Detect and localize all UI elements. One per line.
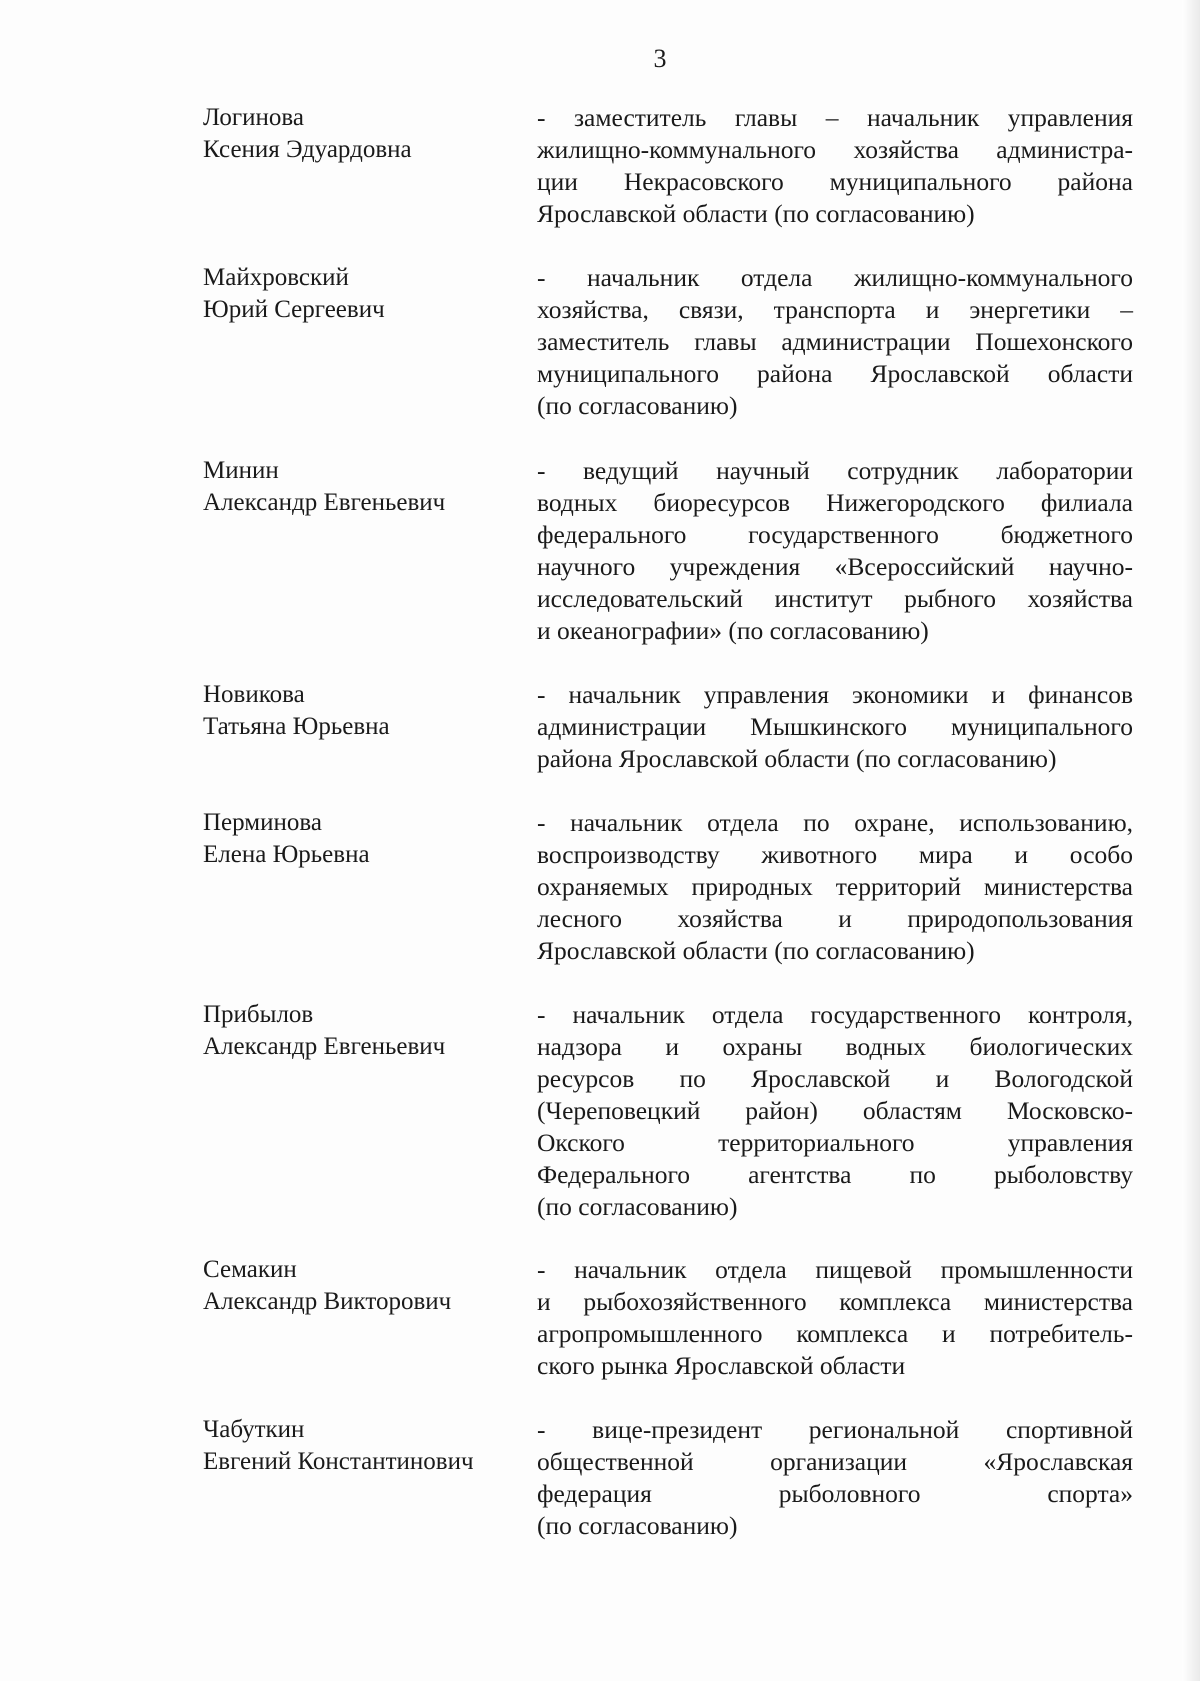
role-line: жилищно-коммунального хозяйства администра- (537, 135, 1133, 164)
role-line: Ярославской области (по согласованию) (537, 936, 975, 965)
member-name (203, 1254, 523, 1318)
member-role (537, 262, 1133, 422)
member-role (537, 679, 1133, 775)
role-line: федерального государственного бюджетного (537, 520, 1133, 549)
role-line: надзора и охраны водных биологических (537, 1032, 1133, 1061)
role-line: - начальник отдела жилищно-коммунального (537, 263, 1133, 292)
member-surname: Прибылов (203, 1001, 314, 1028)
role-line: ресурсов по Ярославской и Вологодской (537, 1064, 1133, 1093)
role-line: администрации Мышкинского муниципального (537, 712, 1133, 741)
member-surname: Новикова (203, 681, 305, 708)
role-line: (Череповецкий район) областям Московско- (537, 1096, 1133, 1125)
role-line: общественной организации «Ярославская (537, 1447, 1133, 1476)
role-line: - начальник отдела по охране, использованию, (537, 808, 1133, 837)
member-given-names: Евгений Константинович (203, 1448, 474, 1475)
member-surname: Чабуткин (203, 1416, 305, 1443)
member-role (537, 1254, 1133, 1382)
page-number: 3 (653, 44, 667, 73)
member-role (537, 102, 1133, 230)
role-line: водных биоресурсов Нижегородского филиала (537, 488, 1133, 517)
role-line: - заместитель главы – начальник управления (537, 103, 1133, 132)
role-line: Федерального агентства по рыболовству (537, 1160, 1133, 1189)
member-name (203, 102, 523, 166)
member-name (203, 807, 523, 871)
member-role (537, 999, 1133, 1223)
member-role (537, 807, 1133, 967)
role-line: охраняемых природных территорий министерства (537, 872, 1133, 901)
role-line: Окского территориального управления (537, 1128, 1133, 1157)
role-line: воспроизводству животного мира и особо (537, 840, 1133, 869)
role-line: муниципального района Ярославской области (537, 359, 1133, 388)
role-line: агропромышленного комплекса и потребитель- (537, 1319, 1133, 1348)
member-given-names: Елена Юрьевна (203, 841, 370, 868)
member-given-names: Ксения Эдуардовна (203, 136, 412, 163)
member-surname: Перминова (203, 809, 322, 836)
role-line: - начальник управления экономики и финансов (537, 680, 1133, 709)
role-line: хозяйства, связи, транспорта и энергетики – (537, 295, 1133, 324)
role-line: федерация рыболовного спорта» (537, 1479, 1133, 1508)
role-line: - вице-президент региональной спортивной (537, 1415, 1133, 1444)
role-line: заместитель главы администрации Пошехонского (537, 327, 1133, 356)
member-given-names: Александр Евгеньевич (203, 489, 446, 516)
member-given-names: Александр Викторович (203, 1288, 452, 1315)
member-name (203, 999, 523, 1063)
role-line: и океанографии» (по согласованию) (537, 616, 929, 645)
member-surname: Логинова (203, 104, 304, 131)
role-line: - начальник отдела пищевой промышленности (537, 1255, 1133, 1284)
member-name (203, 262, 523, 326)
role-line: лесного хозяйства и природопользования (537, 904, 1133, 933)
role-line: ции Некрасовского муниципального района (537, 167, 1133, 196)
member-name (203, 679, 523, 743)
member-name (203, 455, 523, 519)
role-line: (по согласованию) (537, 1511, 738, 1540)
scan-edge-shadow (1182, 0, 1200, 1681)
member-role (537, 1414, 1133, 1542)
member-given-names: Александр Евгеньевич (203, 1033, 446, 1060)
member-given-names: Юрий Сергеевич (203, 296, 385, 323)
role-line: - начальник отдела государственного контроля, (537, 1000, 1133, 1029)
role-line: (по согласованию) (537, 1192, 738, 1221)
member-name (203, 1414, 523, 1478)
role-line: (по согласованию) (537, 391, 738, 420)
role-line: исследовательский институт рыбного хозяйства (537, 584, 1133, 613)
member-role (537, 455, 1133, 647)
role-line: района Ярославской области (по согласованию) (537, 744, 1057, 773)
member-surname: Семакин (203, 1256, 297, 1283)
member-surname: Минин (203, 457, 279, 484)
role-line: - ведущий научный сотрудник лаборатории (537, 456, 1133, 485)
member-surname: Майхровский (203, 264, 349, 291)
role-line: ского рынка Ярославской области (537, 1351, 906, 1380)
member-given-names: Татьяна Юрьевна (203, 713, 390, 740)
role-line: и рыбохозяйственного комплекса министерства (537, 1287, 1133, 1316)
role-line: Ярославской области (по согласованию) (537, 199, 975, 228)
role-line: научного учреждения «Всероссийский научно- (537, 552, 1133, 581)
